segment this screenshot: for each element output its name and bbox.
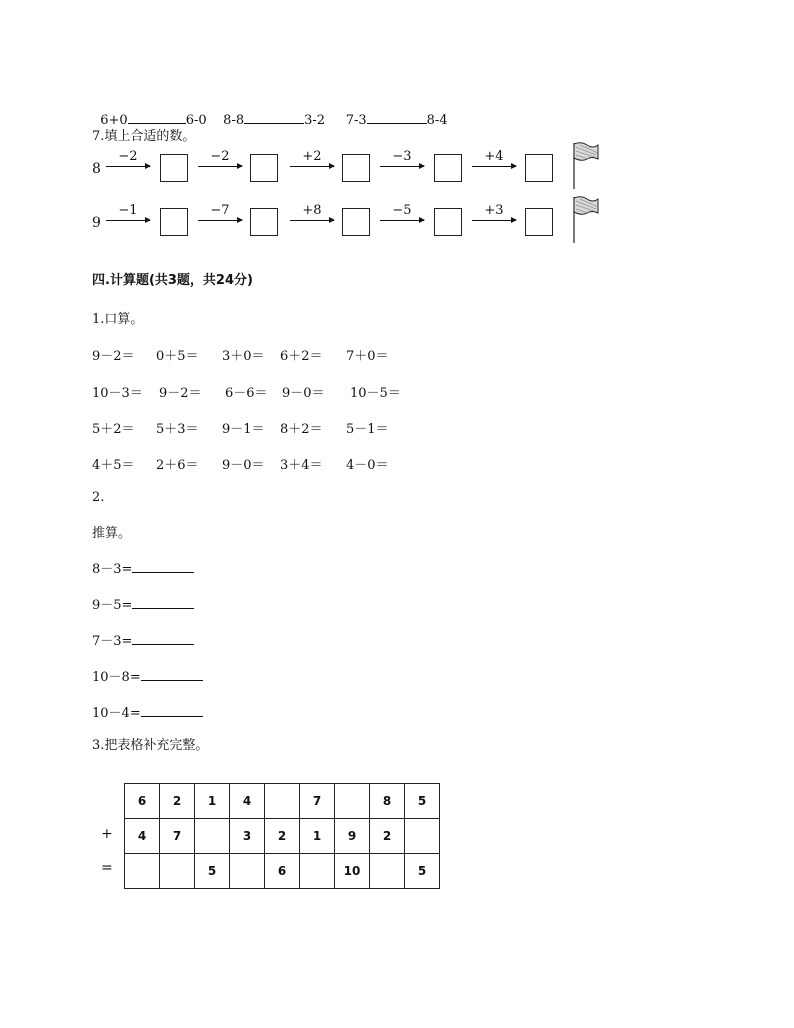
chain-op: +2 [302, 149, 322, 164]
chain-op: −7 [210, 203, 230, 218]
compare-right-3: 8-4 [426, 113, 448, 128]
table-cell[interactable]: 2 [265, 819, 300, 854]
chain-op: −2 [118, 149, 138, 164]
answer-blank[interactable] [141, 668, 203, 681]
table-cell[interactable]: 5 [405, 784, 440, 819]
table-cell[interactable]: 4 [125, 819, 160, 854]
table-row [125, 784, 440, 819]
calc-item: 5＋2＝ [92, 422, 135, 437]
calc-item: 9－1＝ [222, 422, 265, 437]
calc-item: 2＋6＝ [156, 458, 199, 473]
chain-row-2 [92, 203, 612, 243]
answer-blank[interactable] [141, 704, 203, 717]
table-cell[interactable] [335, 784, 370, 819]
answer-blank[interactable] [132, 632, 194, 645]
derive-expr: 9－5= [92, 598, 133, 613]
table-cell[interactable]: 5 [405, 854, 440, 889]
calc-item: 3＋0＝ [222, 349, 265, 364]
table-cell[interactable] [125, 854, 160, 889]
flag-icon [572, 195, 602, 245]
compare-right-2: 3-2 [304, 113, 326, 128]
compare-left-2: 8-8 [223, 113, 245, 128]
derive-expr: 8－3= [92, 562, 133, 577]
table-cell[interactable] [160, 854, 195, 889]
chain-op: +4 [484, 149, 504, 164]
compare-row [92, 95, 448, 129]
arrow-icon [198, 166, 242, 167]
derive-item [92, 632, 194, 650]
answer-box[interactable] [525, 208, 553, 236]
table-cell[interactable]: 9 [335, 819, 370, 854]
calc-item: 8＋2＝ [280, 422, 323, 437]
calc-item: 3＋4＝ [280, 458, 323, 473]
table-row [125, 854, 440, 889]
chain-op: +3 [484, 203, 504, 218]
chain-start: 9 [92, 215, 101, 231]
flag-icon [572, 141, 602, 191]
derive-item [92, 596, 194, 614]
table-cell[interactable]: 5 [195, 854, 230, 889]
chain-op: −3 [392, 149, 412, 164]
calc-item: 9－2＝ [92, 349, 135, 364]
derive-expr: 7－3= [92, 634, 133, 649]
compare-right-1: 6-0 [185, 113, 207, 128]
table-cell[interactable] [370, 854, 405, 889]
table-cell[interactable]: 7 [300, 784, 335, 819]
calc-item: 9－0＝ [282, 386, 325, 401]
section-heading: 四.计算题(共3题，共24分) [92, 273, 253, 288]
table-cell[interactable]: 2 [370, 819, 405, 854]
arrow-icon [290, 166, 334, 167]
table-cell[interactable] [195, 819, 230, 854]
table-cell[interactable] [265, 784, 300, 819]
answer-blank[interactable] [132, 596, 194, 609]
calc-item: 5－1＝ [346, 422, 389, 437]
chain-start: 8 [92, 161, 101, 177]
answer-blank[interactable] [132, 560, 194, 573]
arrow-icon [106, 220, 150, 221]
answer-box[interactable] [160, 154, 188, 182]
chain-op: −1 [118, 203, 138, 218]
compare-left-1: 6+0 [100, 113, 128, 128]
derive-item [92, 560, 194, 578]
answer-box[interactable] [160, 208, 188, 236]
table-row [125, 819, 440, 854]
table-cell[interactable]: 1 [195, 784, 230, 819]
table-cell[interactable]: 8 [370, 784, 405, 819]
table-cell[interactable]: 1 [300, 819, 335, 854]
answer-blank[interactable] [128, 111, 186, 124]
calc-item: 4－0＝ [346, 458, 389, 473]
question-2-number: 2. [92, 490, 105, 505]
table-cell[interactable] [405, 819, 440, 854]
chain-op: −2 [210, 149, 230, 164]
chain-row-1 [92, 149, 612, 189]
answer-box[interactable] [525, 154, 553, 182]
calc-item: 4＋5＝ [92, 458, 135, 473]
answer-box[interactable] [342, 154, 370, 182]
arrow-icon [380, 166, 424, 167]
table-cell[interactable]: 10 [335, 854, 370, 889]
answer-blank[interactable] [244, 111, 304, 124]
arrow-icon [472, 166, 516, 167]
calc-item: 9－0＝ [222, 458, 265, 473]
question-3-title: 3.把表格补充完整。 [92, 738, 209, 753]
answer-box[interactable] [434, 208, 462, 236]
row-label-equals: = [101, 860, 113, 876]
derive-item [92, 668, 203, 686]
calc-item: 10－5＝ [350, 386, 401, 401]
table-cell[interactable]: 4 [230, 784, 265, 819]
chain-op: −5 [392, 203, 412, 218]
table-cell[interactable]: 2 [160, 784, 195, 819]
table-cell[interactable]: 7 [160, 819, 195, 854]
compare-left-3: 7-3 [345, 113, 367, 128]
arrow-icon [106, 166, 150, 167]
calc-item: 7＋0＝ [346, 349, 389, 364]
row-label-plus: + [101, 826, 113, 842]
calc-item: 9－2＝ [159, 386, 202, 401]
table-cell[interactable] [230, 854, 265, 889]
table-cell[interactable]: 6 [125, 784, 160, 819]
table-cell[interactable]: 3 [230, 819, 265, 854]
question-2-title: 推算。 [92, 526, 132, 541]
derive-expr: 10－8= [92, 670, 141, 685]
question-1-title: 1.口算。 [92, 312, 144, 327]
arrow-icon [472, 220, 516, 221]
answer-box[interactable] [250, 154, 278, 182]
arrow-icon [198, 220, 242, 221]
arrow-icon [380, 220, 424, 221]
derive-expr: 10－4= [92, 706, 141, 721]
calc-item: 6－6＝ [225, 386, 268, 401]
answer-box[interactable] [342, 208, 370, 236]
answer-box[interactable] [434, 154, 462, 182]
calc-item: 0＋5＝ [156, 349, 199, 364]
chain-op: +8 [302, 203, 322, 218]
question-7-title: 7.填上合适的数。 [92, 129, 196, 144]
derive-item [92, 704, 203, 722]
calc-item: 5＋3＝ [156, 422, 199, 437]
answer-box[interactable] [250, 208, 278, 236]
table-cell[interactable] [300, 854, 335, 889]
addition-table [95, 778, 445, 886]
table-cell[interactable]: 6 [265, 854, 300, 889]
arrow-icon [290, 220, 334, 221]
number-grid [124, 783, 440, 889]
calc-item: 10－3＝ [92, 386, 143, 401]
answer-blank[interactable] [367, 111, 427, 124]
calc-item: 6＋2＝ [280, 349, 323, 364]
